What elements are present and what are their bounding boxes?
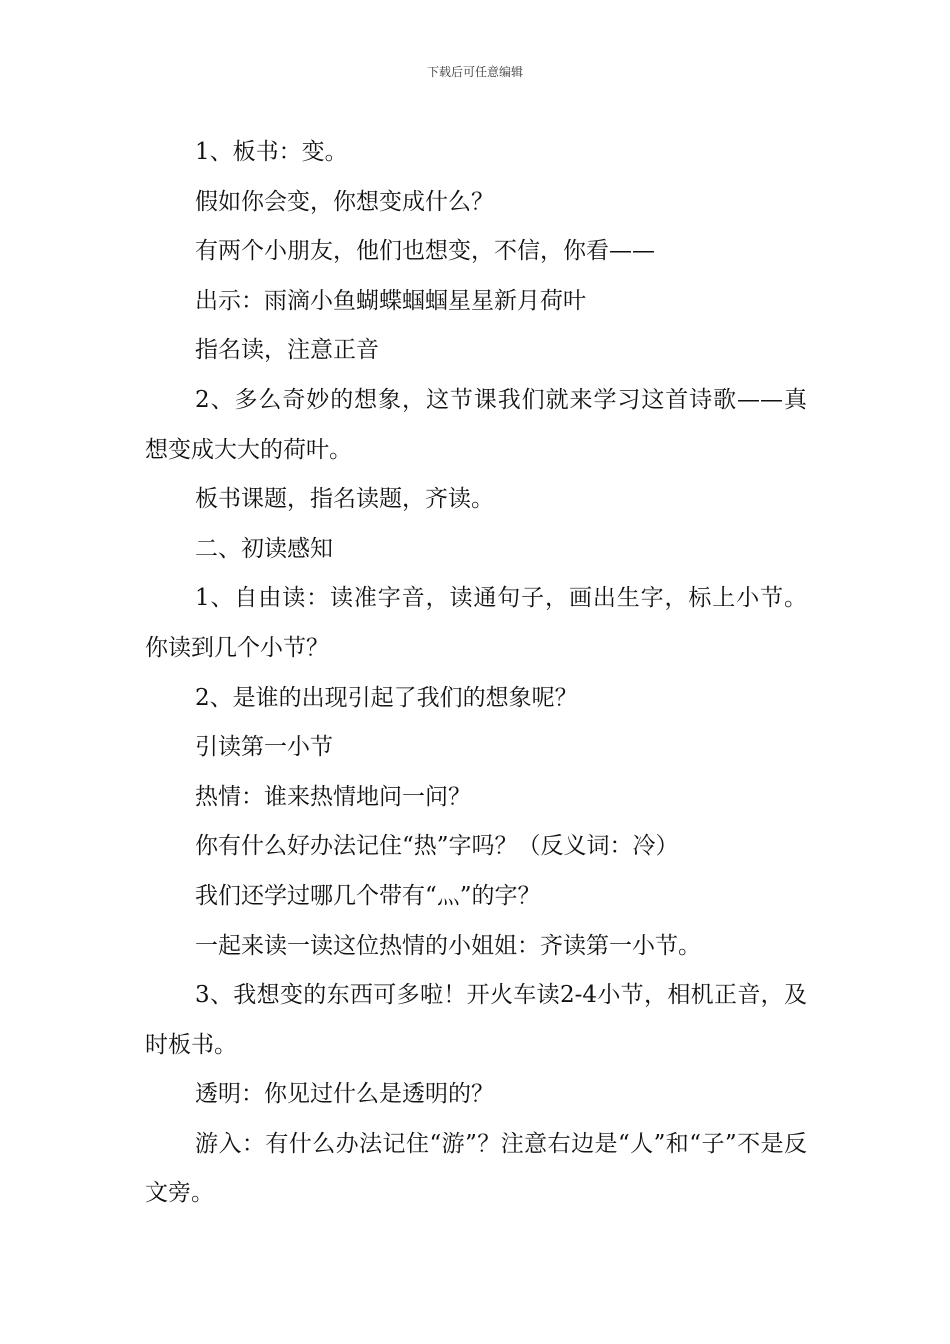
paragraph: 1、板书：变。 [195, 139, 348, 165]
paragraph: 你有什么好办法记住“热”字吗？（反义词：冷） [195, 833, 679, 860]
paragraph: 3、我想变的东西可多啦！开火车读2-4小节，相机正音，及时板书。 [145, 982, 807, 1058]
paragraph: 2、多么奇妙的想象，这节课我们就来学习这首诗歌——真想变成大大的荷叶。 [145, 386, 807, 463]
paragraph: 指名读，注意正音 [195, 337, 379, 364]
paragraph: 我们还学过哪几个带有“灬”的字？ [195, 882, 541, 909]
paragraph: 热情：谁来热情地问一问？ [195, 783, 471, 810]
paragraph: 有两个小朋友，他们也想变，不信，你看—— [195, 238, 655, 265]
paragraph: 假如你会变，你想变成什么？ [195, 188, 494, 215]
page-header-note: 下载后可任意编辑 [426, 65, 523, 79]
document-body [145, 128, 807, 1219]
paragraph: 1、自由读：读准字音，读通句子，画出生字，标上小节。你读到几个小节？ [145, 585, 807, 661]
paragraph: 游入：有什么办法记住“游”？注意右边是“人”和“子”不是反文旁。 [145, 1130, 807, 1207]
paragraph: 2、是谁的出现引起了我们的想象呢？ [195, 684, 578, 711]
section-heading: 二、初读感知 [195, 535, 333, 562]
paragraph: 透明：你见过什么是透明的？ [195, 1081, 494, 1108]
paragraph: 引读第一小节 [195, 734, 333, 761]
paragraph: 板书课题，指名读题，齐读。 [195, 486, 494, 513]
paragraph: 出示：雨滴小鱼蝴蝶蝈蝈星星新月荷叶 [195, 287, 586, 314]
paragraph: 一起来读一读这位热情的小姐姐：齐读第一小节。 [195, 932, 701, 959]
